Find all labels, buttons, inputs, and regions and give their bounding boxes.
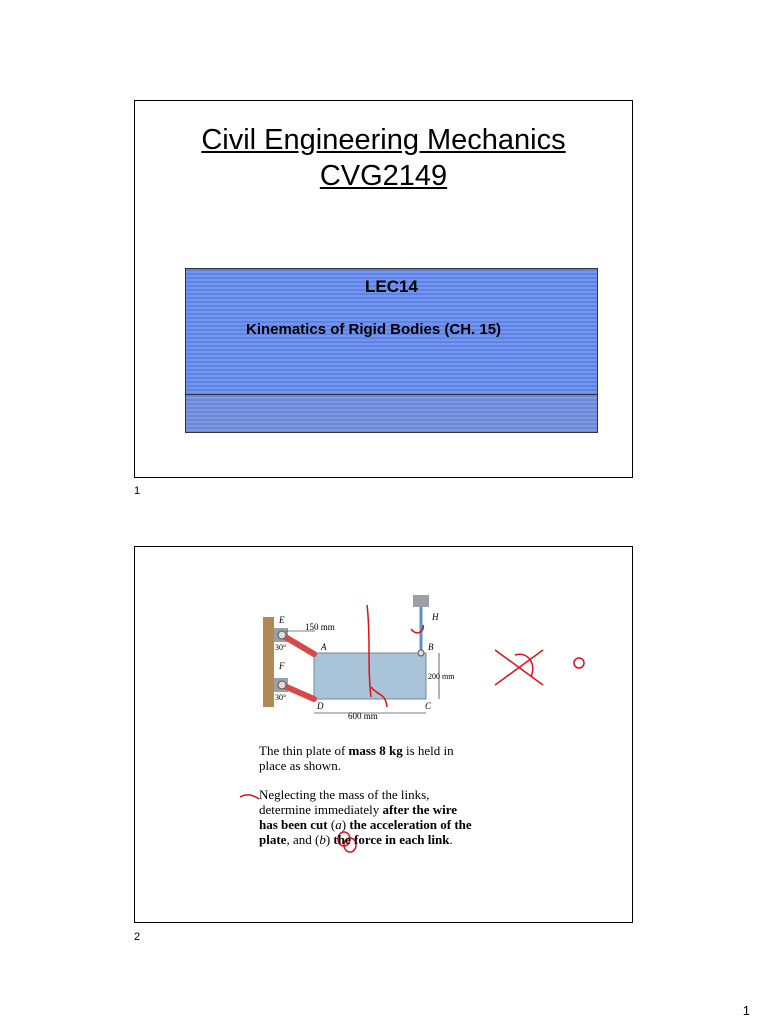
annotation-arrow <box>240 795 259 799</box>
wire-anchor <box>413 595 429 607</box>
course-code: CVG2149 <box>319 160 448 192</box>
slide-1-number: 1 <box>134 485 141 497</box>
lecture-subtitle: Kinematics of Rigid Bodies (CH. 15) <box>246 321 502 338</box>
label-D: D <box>317 701 324 711</box>
problem-statement-2: Neglecting the mass of the links, determine immediately after the wire has been cut (a) the acceleration of the plate, and (b) the force in each link. <box>259 787 472 847</box>
slide-1 <box>134 100 633 478</box>
label-dim-right: 200 mm <box>428 672 455 681</box>
slide-2-number: 2 <box>134 931 141 943</box>
mechanism-figure <box>135 547 634 924</box>
label-dim-bottom: 600 mm <box>348 711 378 721</box>
slide-2 <box>134 546 633 923</box>
problem-statement-1: The thin plate of mass 8 kg is held in place as shown. <box>259 743 454 773</box>
pin-B <box>418 650 424 656</box>
label-B: B <box>428 642 434 652</box>
page-number: 1 <box>742 1003 750 1018</box>
lecture-number: LEC14 <box>365 277 418 296</box>
pin-F <box>278 681 286 689</box>
course-title: Civil Engineering Mechanics <box>201 124 566 156</box>
label-angle-top: 30° <box>275 643 287 652</box>
wall-support <box>263 617 274 707</box>
label-E: E <box>279 615 285 625</box>
label-angle-bottom: 30° <box>275 693 287 702</box>
label-C: C <box>425 701 432 711</box>
lecture-box <box>185 268 598 433</box>
label-F: F <box>279 661 285 671</box>
label-H: H <box>432 612 439 622</box>
label-dim-top: 150 mm <box>305 622 335 632</box>
lecture-box-footer <box>186 394 597 432</box>
label-A: A <box>321 642 327 652</box>
annotation-omega <box>574 658 584 668</box>
link-EA <box>282 635 314 654</box>
pin-E <box>278 631 286 639</box>
